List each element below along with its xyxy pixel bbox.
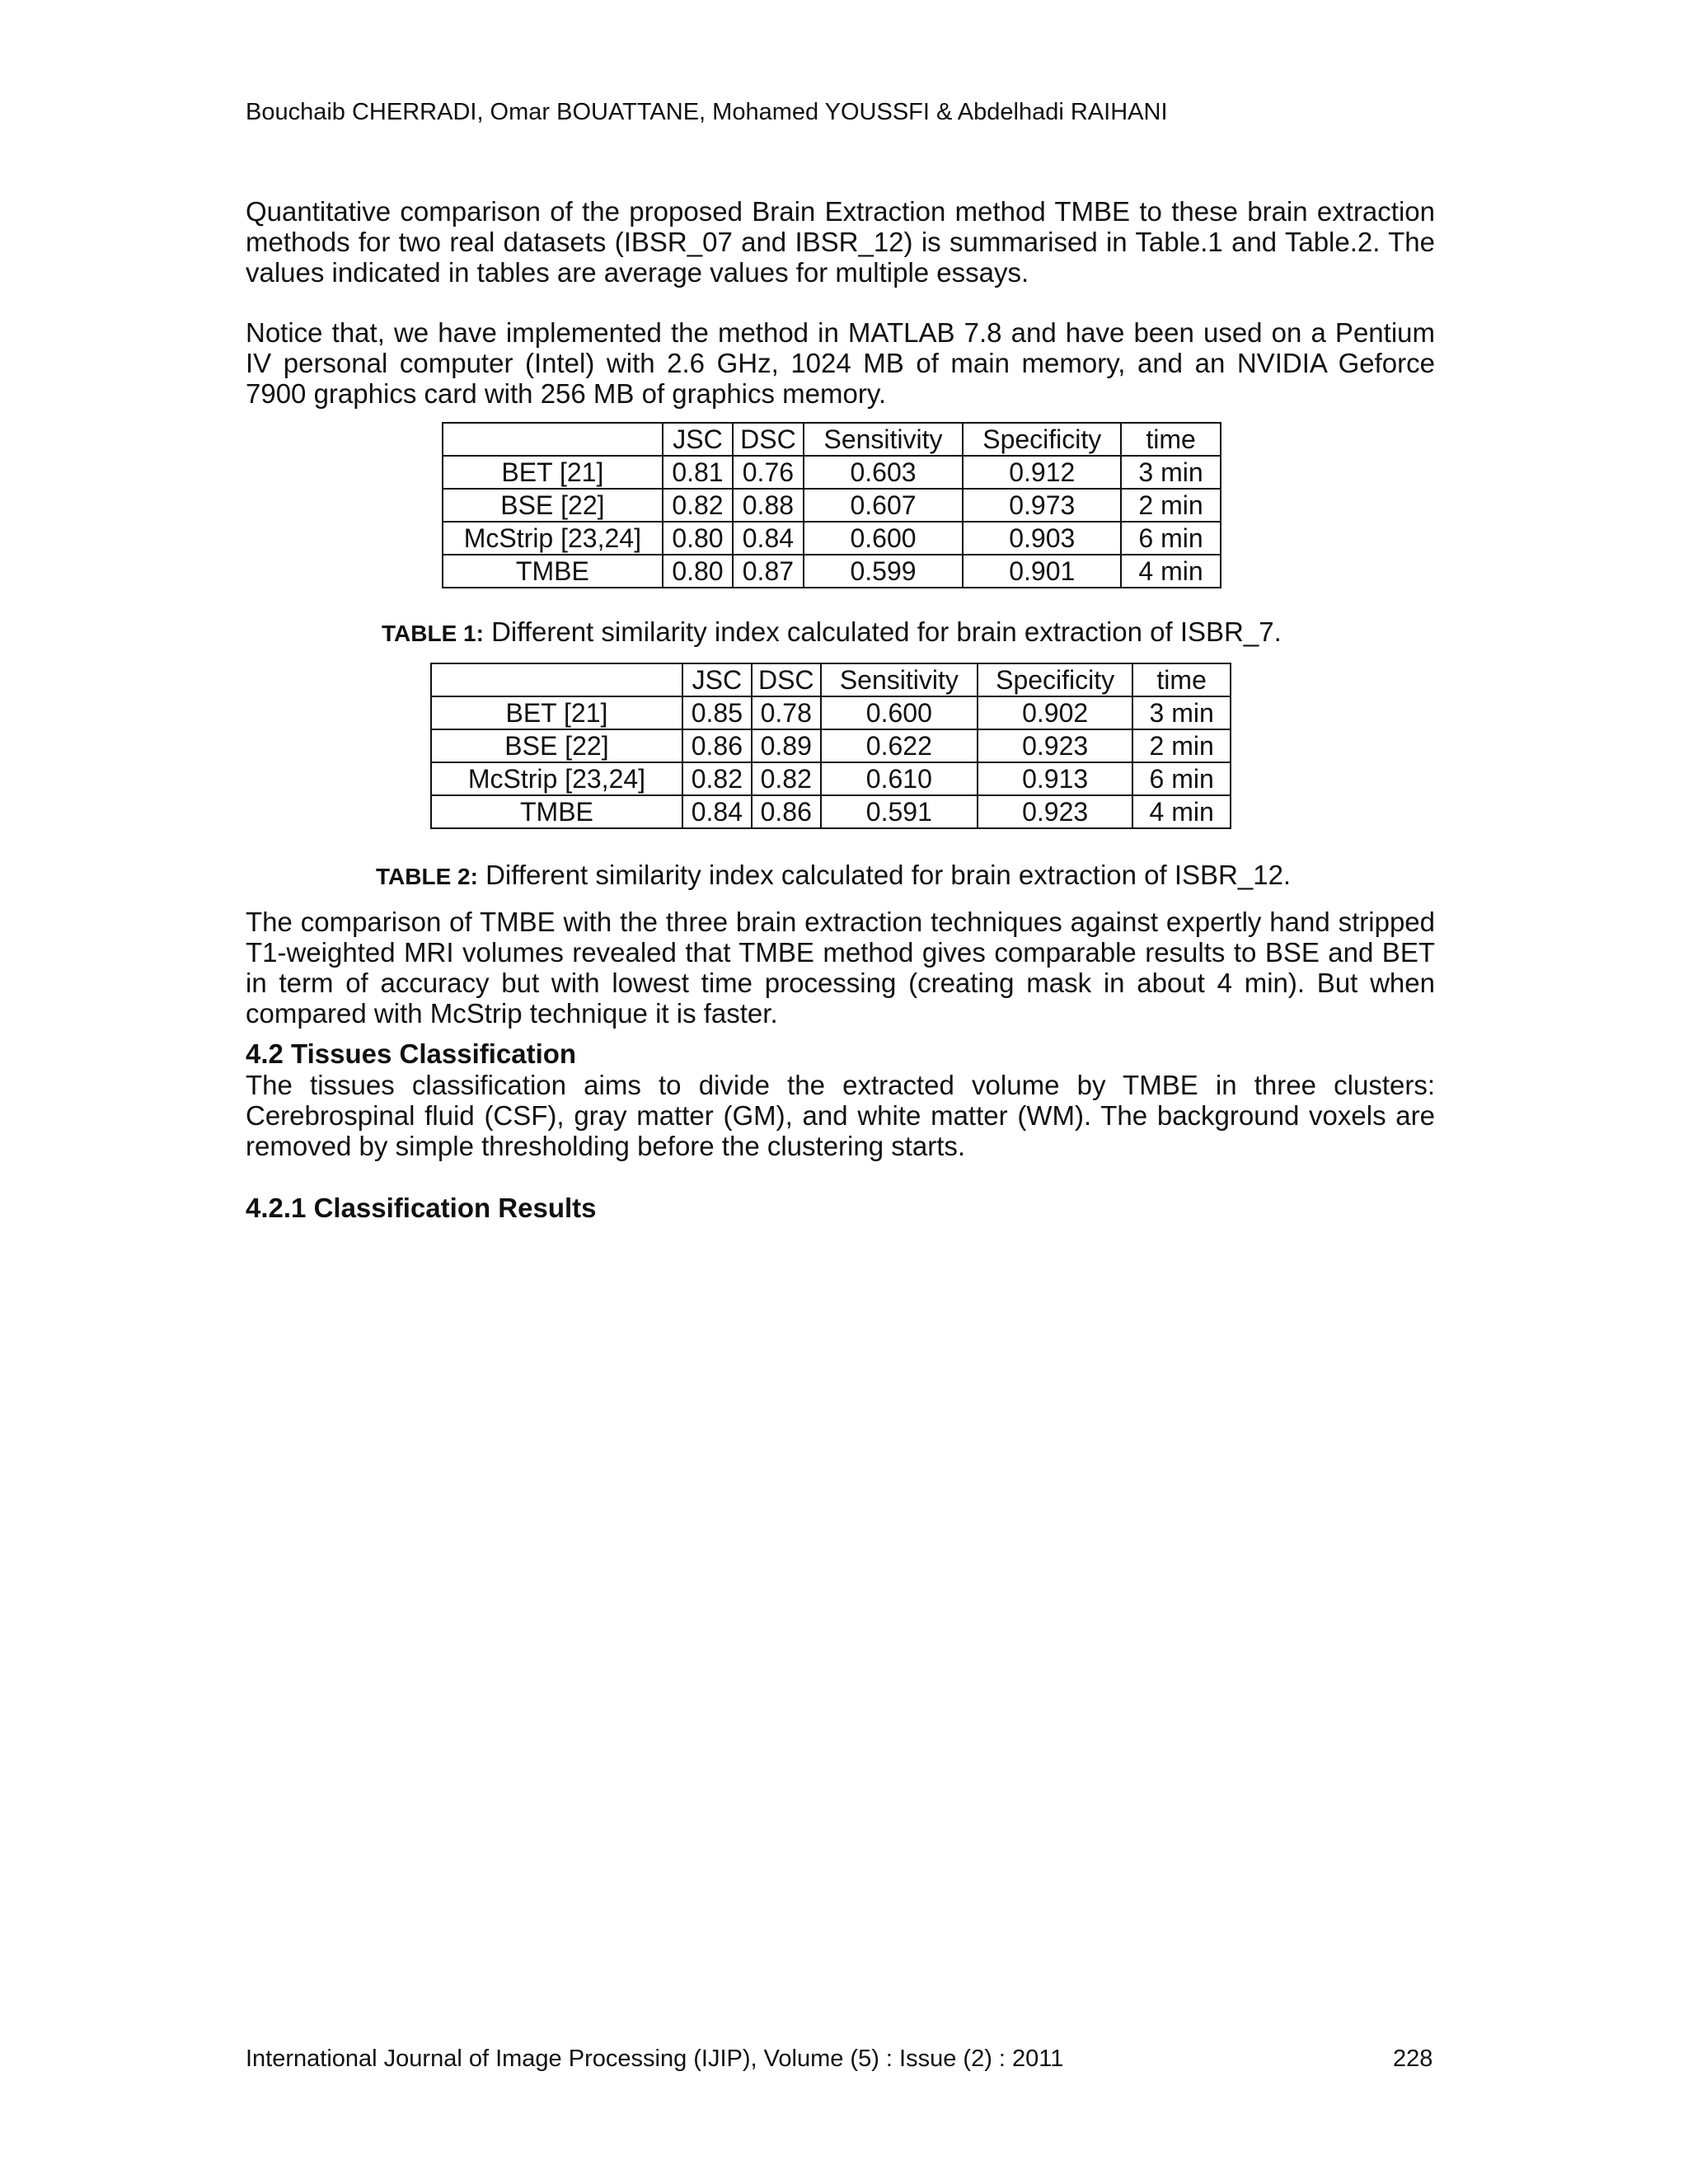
- paragraph-comparison-intro: Quantitative comparison of the proposed Brain Extraction method TMBE to these brain extraction methods for two real datasets (IBSR_07 and IBSR_12) is summarised in Table.1 and Table.2. The values indicated in tables are average values for multiple essays.: [246, 196, 1435, 288]
- footer-page-number: 228: [1393, 2046, 1433, 2072]
- table-cell: 0.82: [682, 762, 752, 795]
- header-cell-time: time: [1121, 423, 1221, 456]
- table-cell: 0.84: [733, 522, 803, 555]
- table1-caption: [382, 616, 1282, 649]
- table-cell: 0.86: [752, 795, 821, 828]
- table-cell: 0.81: [663, 456, 733, 489]
- table-cell: 0.923: [978, 729, 1132, 762]
- table-cell: 0.912: [963, 456, 1121, 489]
- table-cell: 0.622: [821, 729, 978, 762]
- table-cell: 0.600: [821, 696, 978, 729]
- header-cell-specificity: Specificity: [963, 423, 1121, 456]
- table-header-row: [443, 423, 1221, 456]
- table-row: [431, 696, 1231, 729]
- table-cell-method: BET [21]: [431, 696, 682, 729]
- table2-caption-text: Different similarity index calculated for brain extraction of ISBR_12.: [477, 860, 1292, 890]
- table-cell: 0.603: [804, 456, 964, 489]
- table-cell-method: McStrip [23,24]: [431, 762, 682, 795]
- table-cell: 0.84: [682, 795, 752, 828]
- table-cell: 3 min: [1132, 696, 1231, 729]
- header-cell-empty: [443, 423, 663, 456]
- header-cell-dsc: DSC: [733, 423, 803, 456]
- table-cell: 0.76: [733, 456, 803, 489]
- table-row: [443, 555, 1221, 588]
- footer-journal: International Journal of Image Processing (IJIP), Volume (5) : Issue (2) : 2011: [246, 2046, 1064, 2072]
- table-row: [431, 795, 1231, 828]
- table-cell: 0.86: [682, 729, 752, 762]
- similarity-table-isbr7: [442, 422, 1221, 588]
- header-cell-sensitivity: Sensitivity: [804, 423, 964, 456]
- table-cell: 0.610: [821, 762, 978, 795]
- section-heading-4-2: 4.2 Tissues Classification: [246, 1038, 577, 1069]
- table-cell: 0.89: [752, 729, 821, 762]
- table-cell-method: TMBE: [431, 795, 682, 828]
- table-cell: 0.88: [733, 489, 803, 522]
- table-row: [443, 456, 1221, 489]
- table-cell: 0.607: [804, 489, 964, 522]
- table-cell: 2 min: [1132, 729, 1231, 762]
- header-cell-jsc: JSC: [682, 663, 752, 696]
- header-cell-dsc: DSC: [752, 663, 821, 696]
- header-cell-time: time: [1132, 663, 1231, 696]
- table-cell: 0.913: [978, 762, 1132, 795]
- table-cell: 0.902: [978, 696, 1132, 729]
- table-header-row: [431, 663, 1231, 696]
- header-cell-empty: [431, 663, 682, 696]
- table2-caption: [376, 860, 1291, 892]
- table-cell-method: BSE [22]: [443, 489, 663, 522]
- header-cell-jsc: JSC: [663, 423, 733, 456]
- table-cell: 0.923: [978, 795, 1132, 828]
- table-cell-method: BET [21]: [443, 456, 663, 489]
- table-cell: 0.901: [963, 555, 1121, 588]
- table-cell-method: TMBE: [443, 555, 663, 588]
- table1-caption-label: TABLE 1:: [382, 621, 484, 646]
- table-cell: 4 min: [1121, 555, 1221, 588]
- table-cell: 0.973: [963, 489, 1121, 522]
- table-cell: 2 min: [1121, 489, 1221, 522]
- table-cell: 0.599: [804, 555, 964, 588]
- running-header: Bouchaib CHERRADI, Omar BOUATTANE, Mohamed YOUSSFI & Abdelhadi RAIHANI: [246, 99, 1168, 125]
- table-cell: 0.591: [821, 795, 978, 828]
- section-heading-4-2-1: 4.2.1 Classification Results: [246, 1193, 597, 1223]
- table-cell: 0.82: [663, 489, 733, 522]
- table-cell: 0.600: [804, 522, 964, 555]
- similarity-table-isbr12: [430, 663, 1231, 829]
- table-cell-method: BSE [22]: [431, 729, 682, 762]
- header-cell-specificity: Specificity: [978, 663, 1132, 696]
- table-cell: 0.85: [682, 696, 752, 729]
- table-cell: 6 min: [1121, 522, 1221, 555]
- table2-caption-label: TABLE 2:: [376, 864, 478, 889]
- table-cell: 6 min: [1132, 762, 1231, 795]
- paragraph-comparison-results: The comparison of TMBE with the three brain extraction techniques against expertly hand stripped T1-weighted MRI volumes revealed that TMBE method gives comparable results to BSE and BET in term of accuracy but with lowest time processing (creating mask in about 4 min). But when compared with McStrip technique it is faster.: [246, 907, 1435, 1029]
- table-cell: 0.903: [963, 522, 1121, 555]
- table-cell: 0.78: [752, 696, 821, 729]
- table-cell: 0.82: [752, 762, 821, 795]
- header-cell-sensitivity: Sensitivity: [821, 663, 978, 696]
- table-row: [443, 489, 1221, 522]
- table-row: [443, 522, 1221, 555]
- paragraph-tissues-classification: The tissues classification aims to divide the extracted volume by TMBE in three clusters: Cerebrospinal fluid (CSF), gray matter (GM), and white matter (WM). The background voxels are removed by simple thresholding before the clustering starts.: [246, 1070, 1435, 1161]
- table-cell: 0.80: [663, 522, 733, 555]
- table-cell: 4 min: [1132, 795, 1231, 828]
- paragraph-implementation: Notice that, we have implemented the method in MATLAB 7.8 and have been used on a Pentium IV personal computer (Intel) with 2.6 GHz, 1024 MB of main memory, and an NVIDIA Geforce 7900 graphics card with 256 MB of graphics memory.: [246, 317, 1435, 409]
- table-cell: 0.87: [733, 555, 803, 588]
- table-cell: 3 min: [1121, 456, 1221, 489]
- table-cell-method: McStrip [23,24]: [443, 522, 663, 555]
- table-cell: 0.80: [663, 555, 733, 588]
- table1-caption-text: Different similarity index calculated for brain extraction of ISBR_7.: [483, 616, 1282, 647]
- table-row: [431, 729, 1231, 762]
- table-row: [431, 762, 1231, 795]
